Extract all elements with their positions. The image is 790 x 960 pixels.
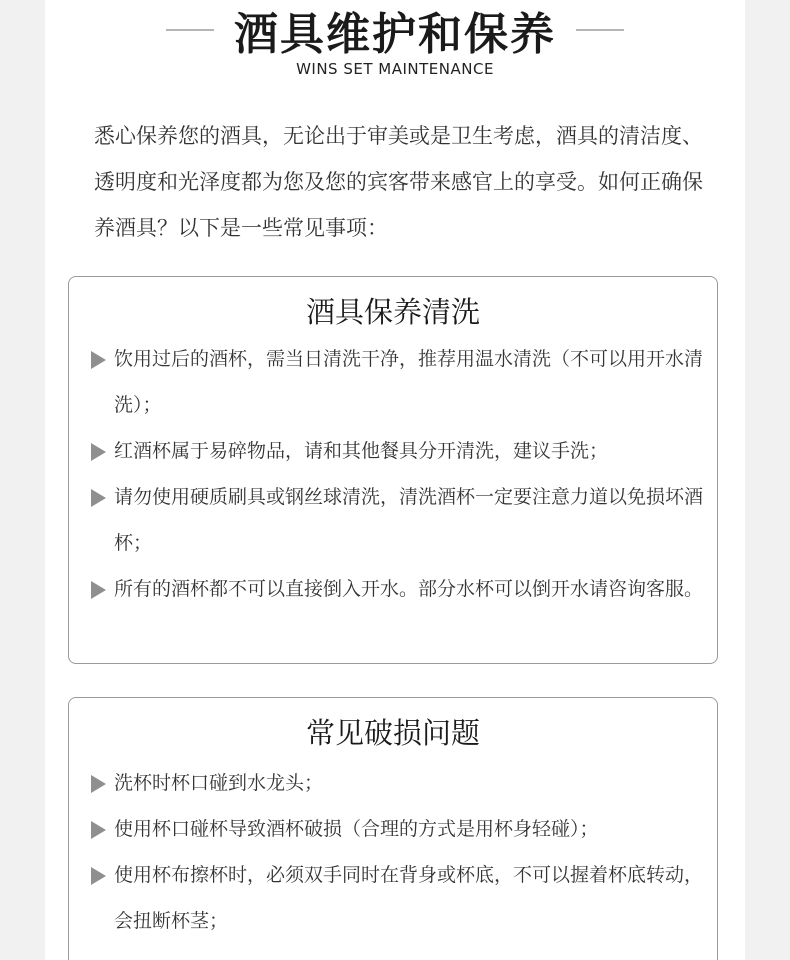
maintenance-page (45, 0, 745, 960)
intro-paragraph: 悉心保养您的酒具，无论出于审美或是卫生考虑，酒具的清洁度、透明度和光泽度都为您及您的宾客带来感官上的享受。如何正确保养酒具？以下是一些常见事项： (94, 124, 703, 240)
list-item-text: 饮用过后的酒杯，需当日清洗干净，推荐用温水清洗（不可以用开水清洗）； (114, 348, 704, 416)
list-item (90, 806, 706, 852)
triangle-bullet-icon (91, 489, 106, 507)
common-damage-list (90, 760, 706, 944)
triangle-bullet-icon (91, 443, 106, 461)
triangle-bullet-icon (91, 821, 106, 839)
list-item-text: 所有的酒杯都不可以直接倒入开水。部分水杯可以倒开水请咨询客服。 (114, 578, 704, 600)
list-item (90, 428, 706, 474)
triangle-bullet-icon (91, 867, 106, 885)
list-item (90, 760, 706, 806)
triangle-bullet-icon (91, 351, 106, 369)
list-item-text: 洗杯时杯口碰到水龙头； (114, 772, 324, 794)
card-title: 酒具保养清洗 (305, 295, 480, 329)
title-row (45, 2, 745, 58)
list-item (90, 474, 706, 566)
list-item-text: 红酒杯属于易碎物品，请和其他餐具分开清洗，建议手洗； (114, 440, 609, 462)
triangle-bullet-icon (91, 581, 106, 599)
list-item (90, 852, 706, 944)
page-subtitle: WINS SET MAINTENANCE (296, 60, 494, 78)
list-item-text: 请勿使用硬质刷具或钢丝球清洗，清洗酒杯一定要注意力道以免损坏酒杯； (114, 486, 704, 554)
list-item (90, 336, 706, 428)
title-right-divider (576, 29, 624, 31)
card-title: 常见破损问题 (305, 716, 480, 750)
common-damage-card (68, 697, 718, 960)
care-cleaning-card (68, 276, 718, 664)
care-cleaning-list (90, 336, 706, 612)
list-item (90, 566, 706, 612)
title-left-divider (166, 29, 214, 31)
triangle-bullet-icon (91, 775, 106, 793)
list-item-text: 使用杯口碰杯导致酒杯破损（合理的方式是用杯身轻碰）； (114, 818, 599, 840)
page-title: 酒具维护和保养 (234, 9, 556, 60)
list-item-text: 使用杯布擦杯时，必须双手同时在背身或杯底，不可以握着杯底转动，会扭断杯茎； (114, 864, 704, 932)
